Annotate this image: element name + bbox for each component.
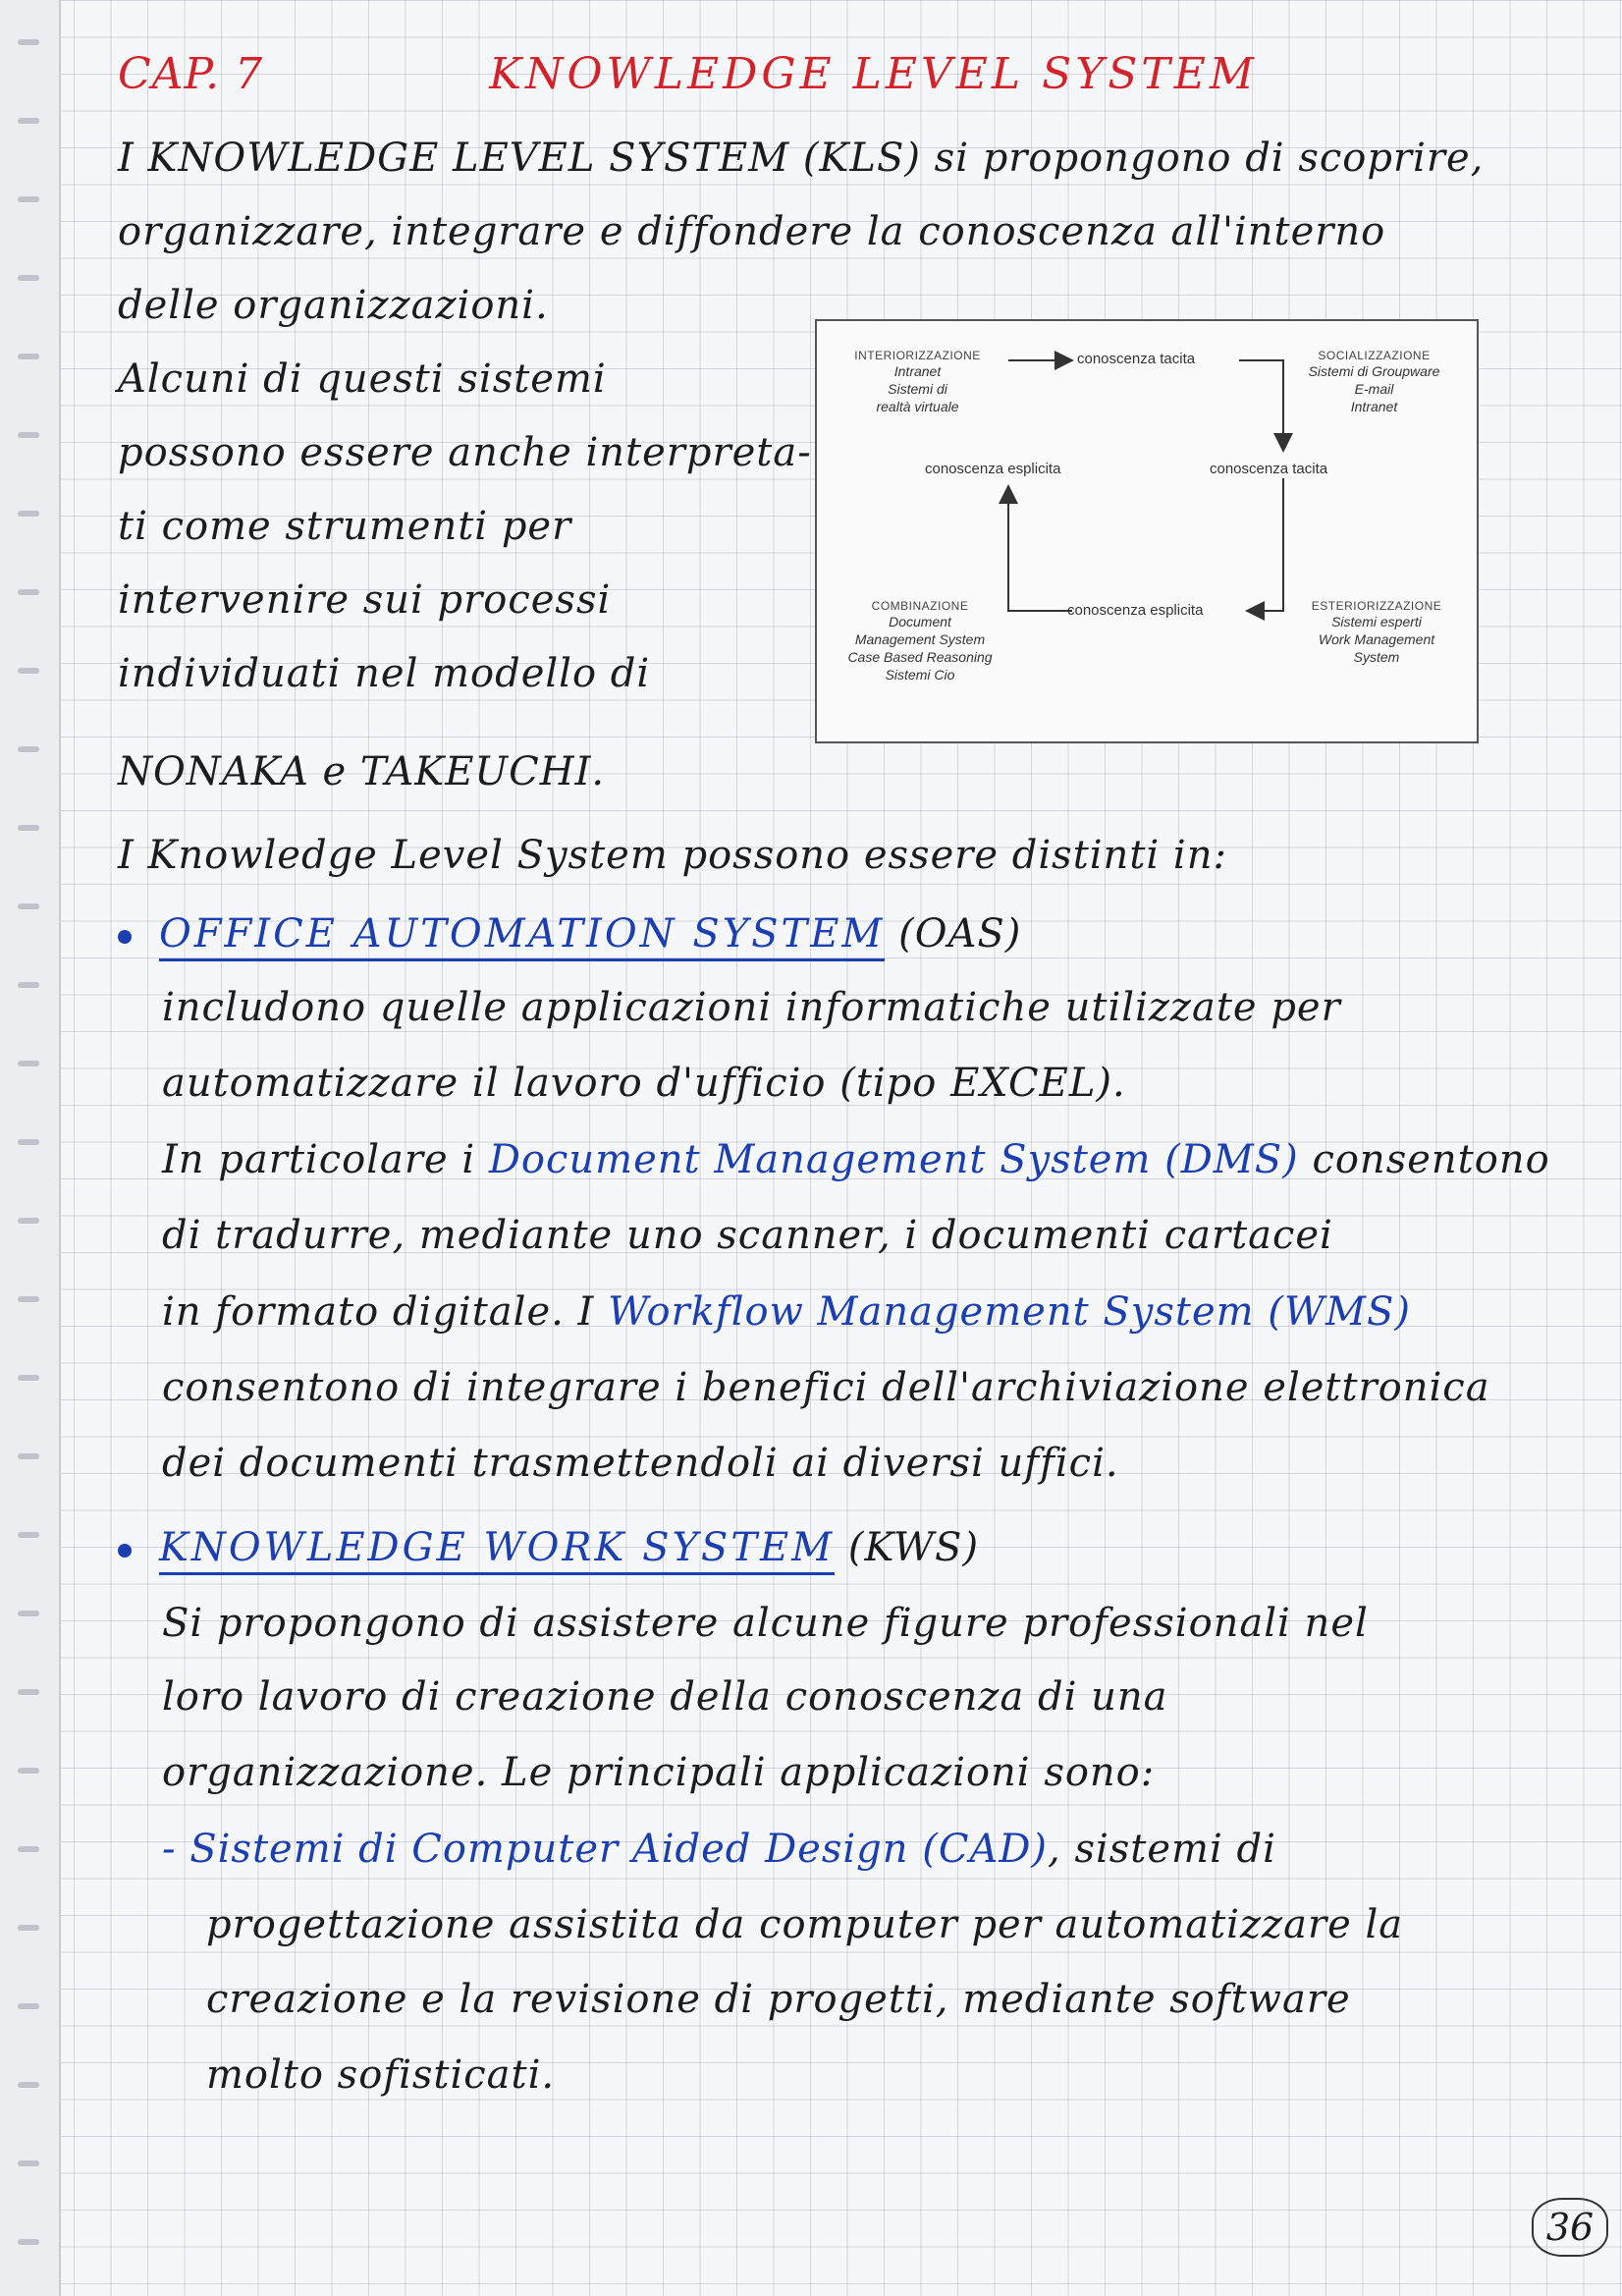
binder-hole [18, 39, 39, 45]
binder-hole [18, 903, 39, 909]
page-number: 36 [1532, 2198, 1608, 2257]
binder-hole [18, 1218, 39, 1224]
binder-hole [18, 589, 39, 595]
quadrant-interiorizzazione [832, 349, 1003, 415]
intro-line: intervenire sui processi [118, 577, 612, 623]
chapter-number: CAP. 7 [118, 49, 264, 99]
oas-abbr: (OAS) [898, 911, 1022, 957]
dms-term: Document Management System (DMS) [488, 1137, 1299, 1182]
quadrant-item: Sistemi di Groupware [1308, 363, 1440, 379]
kws-line: molto sofisticati. [206, 2052, 556, 2098]
dash-icon: - [162, 1827, 190, 1872]
kws-line: progettazione assistita da computer per automatizzare la [206, 1902, 1404, 1947]
label-top: conoscenza tacita [1077, 351, 1196, 367]
intro-line: I KNOWLEDGE LEVEL SYSTEM (KLS) si propongono di scoprire, [118, 136, 1485, 181]
binder-hole [18, 668, 39, 674]
oas-text: In particolare i [162, 1137, 489, 1182]
binder-hole [18, 118, 39, 124]
binder-hole [18, 1689, 39, 1695]
quadrant-item: Document [889, 614, 951, 629]
kls-types-intro: I Knowledge Level System possono essere distinti in: [118, 833, 1227, 878]
kws-line: Si propongono di assistere alcune figure professionali nel [162, 1601, 1369, 1646]
binder-hole [18, 1532, 39, 1538]
oas-text: in formato digitale. I [162, 1289, 609, 1335]
arrow-bottom [1249, 478, 1283, 611]
bullet-icon [118, 930, 132, 944]
cad-term: Sistemi di Computer Aided Design (CAD) [189, 1827, 1049, 1872]
quadrant-item: Management System [854, 631, 986, 647]
oas-text: consentono [1298, 1137, 1550, 1182]
binder-hole [18, 1768, 39, 1774]
binder-hole [18, 2160, 39, 2166]
wms-term: Workflow Management System (WMS) [608, 1289, 1411, 1335]
quadrant-item: Sistemi Cio [885, 667, 955, 683]
oas-line: di tradurre, mediante uno scanner, i documenti cartacei [162, 1213, 1333, 1258]
oas-line: automatizzare il lavoro d'ufficio (tipo EXCEL). [162, 1061, 1126, 1106]
intro-line: NONAKA e TAKEUCHI. [118, 749, 606, 794]
quadrant-item: E-mail [1354, 381, 1394, 397]
binder-hole [18, 196, 39, 202]
oas-heading-line [118, 911, 1021, 957]
intro-line: Alcuni di questi sistemi [118, 356, 607, 402]
intro-line: organizzare, integrare e diffondere la conoscenza all'interno [118, 209, 1386, 254]
binder-hole [18, 1139, 39, 1145]
binder-hole [18, 354, 39, 359]
kws-line: creazione e la revisione di progetti, mediante software [206, 1977, 1351, 2022]
quadrant-item: Sistemi di [888, 381, 947, 397]
intro-line: delle organizzazioni. [118, 283, 549, 328]
kws-line: loro lavoro di creazione della conoscenza di una [162, 1674, 1168, 1720]
oas-line: includono quelle applicazioni informatiche utilizzate per [162, 985, 1341, 1030]
quadrant-item: Sistemi esperti [1331, 614, 1422, 629]
oas-line [162, 1289, 1411, 1335]
binder-hole [18, 1061, 39, 1066]
quadrant-esteriorizzazione [1288, 599, 1465, 666]
binder-hole [18, 1375, 39, 1381]
quadrant-item: Work Management [1318, 631, 1435, 647]
kws-abbr: (KWS) [847, 1525, 980, 1570]
quadrant-title: COMBINAZIONE [871, 599, 969, 613]
kws-heading: KNOWLEDGE WORK SYSTEM [159, 1525, 835, 1575]
intro-line: individuati nel modello di [118, 651, 651, 696]
oas-line: consentono di integrare i benefici dell'archiviazione elettronica [162, 1365, 1490, 1410]
binder-hole [18, 2239, 39, 2245]
binder-hole [18, 511, 39, 517]
kws-heading-line [118, 1525, 979, 1570]
label-left: conoscenza esplicita [925, 461, 1061, 477]
binder-hole [18, 275, 39, 281]
binder-hole [18, 2003, 39, 2009]
quadrant-item: realtà virtuale [876, 399, 959, 414]
chapter-title: KNOWLEDGE LEVEL SYSTEM [489, 49, 1258, 99]
quadrant-title: ESTERIORIZZAZIONE [1311, 599, 1442, 613]
label-bottom: conoscenza esplicita [1067, 602, 1204, 619]
chapter-heading [118, 49, 1258, 99]
kws-line: organizzazione. Le principali applicazioni sono: [162, 1750, 1156, 1795]
bullet-icon [118, 1544, 132, 1558]
binder-hole [18, 1846, 39, 1852]
kws-text: , sistemi di [1048, 1827, 1276, 1872]
binder-margin [0, 0, 61, 2296]
quadrant-socializzazione [1283, 349, 1465, 415]
quadrant-item: System [1353, 649, 1400, 665]
arrow-right [1239, 360, 1283, 449]
quadrant-item: Case Based Reasoning [847, 649, 993, 665]
binder-hole [18, 432, 39, 438]
oas-heading: OFFICE AUTOMATION SYSTEM [159, 911, 885, 961]
quadrant-title: SOCIALIZZAZIONE [1318, 349, 1431, 362]
quadrant-item: Intranet [1350, 399, 1398, 414]
kws-line [162, 1827, 1276, 1872]
binder-hole [18, 1611, 39, 1616]
arrow-left [1008, 488, 1072, 611]
knowledge-spiral-diagram [815, 319, 1479, 743]
oas-line: dei documenti trasmettendoli ai diversi uffici. [162, 1441, 1119, 1486]
binder-hole [18, 746, 39, 752]
oas-line [162, 1137, 1550, 1182]
binder-hole [18, 1925, 39, 1931]
binder-hole [18, 1453, 39, 1459]
binder-hole [18, 2082, 39, 2088]
binder-hole [18, 1296, 39, 1302]
quadrant-title: INTERIORIZZAZIONE [854, 349, 981, 362]
binder-hole [18, 825, 39, 831]
intro-line: possono essere anche interpreta- [118, 430, 812, 475]
quadrant-item: Intranet [893, 363, 942, 379]
label-right: conoscenza tacita [1210, 461, 1328, 477]
intro-line: ti come strumenti per [118, 504, 572, 549]
quadrant-combinazione [827, 599, 1013, 683]
binder-hole [18, 982, 39, 988]
